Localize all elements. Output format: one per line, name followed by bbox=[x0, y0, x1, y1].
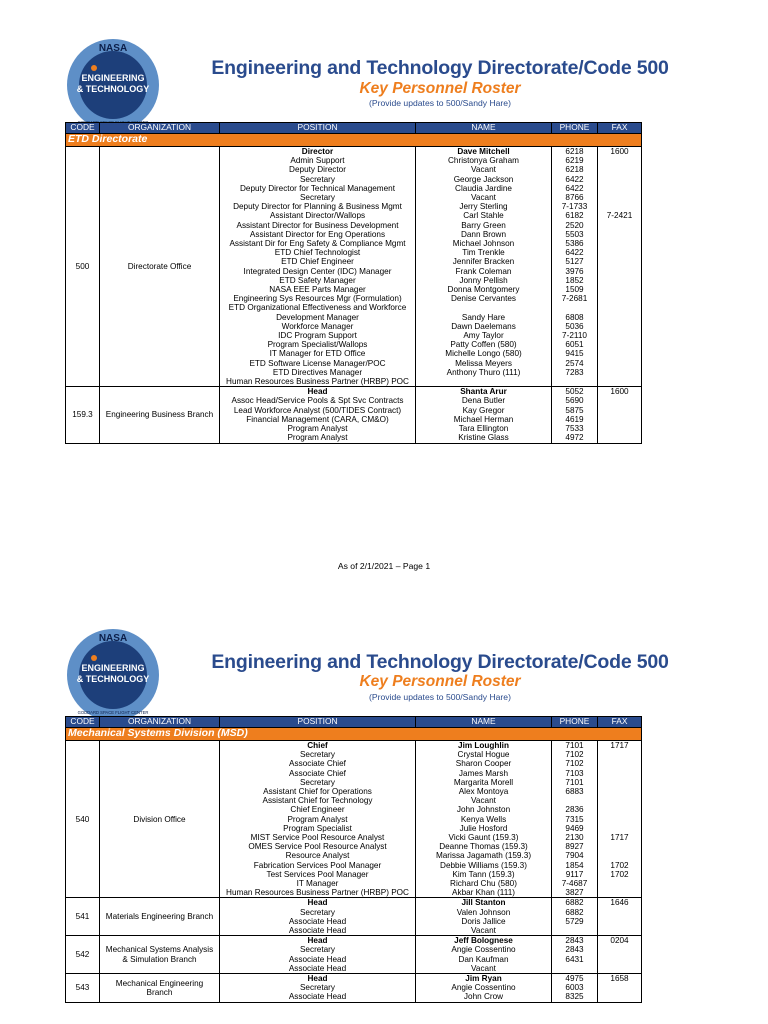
name-line: Tim Trenkle bbox=[462, 248, 505, 258]
name-line: Alex Montoya bbox=[458, 787, 509, 797]
col-code: CODE bbox=[66, 717, 100, 728]
phone-list bbox=[552, 387, 598, 443]
phone-line: 2520 bbox=[565, 220, 584, 230]
name-line: Dena Butler bbox=[461, 396, 506, 406]
position-line: Head bbox=[307, 898, 328, 908]
name-line: Denise Cervantes bbox=[450, 294, 517, 304]
position-line: ETD Safety Manager bbox=[279, 275, 356, 285]
position-line: ETD Organizational Effectiveness and Workforce bbox=[228, 303, 407, 313]
position-line: IDC Program Support bbox=[278, 331, 357, 341]
org-code: 543 bbox=[66, 974, 100, 1003]
position-line: Secretary bbox=[299, 174, 336, 184]
page-subtitle: Key Personnel Roster bbox=[359, 673, 521, 690]
position-line: Fabrication Services Pool Manager bbox=[253, 860, 382, 870]
phone-line: 7101 bbox=[565, 741, 584, 750]
phone-list bbox=[552, 741, 598, 898]
name-line: Jennifer Bracken bbox=[452, 257, 515, 267]
table-row bbox=[66, 898, 642, 936]
phone-line: 2574 bbox=[565, 358, 584, 368]
name-line: Tara Ellington bbox=[458, 424, 509, 434]
position-line: Head bbox=[307, 936, 328, 946]
svg-text:ENGINEERING: ENGINEERING bbox=[81, 663, 145, 673]
name-line: Deanne Thomas (159.3) bbox=[439, 842, 528, 852]
position-line: Director bbox=[301, 147, 334, 156]
phone-line: 2836 bbox=[565, 805, 584, 815]
position-line: Program Analyst bbox=[287, 433, 348, 443]
position-line: Deputy Director bbox=[289, 165, 346, 175]
position-line: Program Specialist/Wallops bbox=[267, 340, 368, 350]
name-line: Jerry Sterling bbox=[459, 202, 508, 212]
fax-line bbox=[598, 750, 641, 759]
fax-line bbox=[598, 165, 641, 174]
position-line: Resource Analyst bbox=[285, 851, 350, 861]
position-line: Lead Workforce Analyst (500/TIDES Contract) bbox=[233, 405, 402, 415]
fax-line bbox=[598, 769, 641, 778]
position-line: Secretary bbox=[299, 907, 336, 917]
phone-line: 6883 bbox=[565, 787, 584, 797]
phone-line: 7283 bbox=[565, 367, 584, 377]
name-list bbox=[416, 936, 552, 974]
position-line: Secretary bbox=[299, 750, 336, 760]
phone-line: 6422 bbox=[565, 248, 584, 258]
name-list bbox=[416, 147, 552, 387]
phone-line: 2843 bbox=[565, 936, 584, 946]
page-footer: As of 2/1/2021 – Page 1 bbox=[337, 561, 431, 571]
phone-line: 7-1733 bbox=[561, 202, 588, 212]
col-position: POSITION bbox=[220, 717, 416, 728]
table-row bbox=[66, 387, 642, 443]
phone-line: 7315 bbox=[565, 814, 584, 824]
position-line: OMES Service Pool Resource Analyst bbox=[248, 842, 387, 852]
col-phone: PHONE bbox=[552, 717, 598, 728]
phone-line: 5875 bbox=[565, 405, 584, 415]
position-list bbox=[220, 936, 416, 974]
name-line: Patty Coffen (580) bbox=[450, 340, 517, 350]
update-note: (Provide updates to 500/Sandy Hare) bbox=[369, 692, 511, 702]
name-line: Dave Mitchell bbox=[457, 147, 510, 156]
phone-line: 7101 bbox=[565, 777, 584, 787]
name-line: Vacant bbox=[471, 165, 496, 175]
name-line: Anthony Thuro (111) bbox=[446, 367, 521, 377]
position-line: Program Specialist bbox=[283, 823, 352, 833]
position-line: Associate Chief bbox=[289, 768, 346, 778]
name-line: John Crow bbox=[463, 992, 504, 1002]
position-line: Secretary bbox=[299, 193, 336, 203]
phone-line: 6808 bbox=[565, 312, 584, 322]
fax-line bbox=[598, 759, 641, 768]
phone-line: 5036 bbox=[565, 321, 584, 331]
name-line: Dann Brown bbox=[460, 229, 507, 239]
position-line: IT Manager bbox=[296, 879, 339, 889]
phone-line: 3827 bbox=[565, 888, 584, 898]
svg-text:& TECHNOLOGY: & TECHNOLOGY bbox=[76, 84, 150, 94]
table-row bbox=[66, 741, 642, 898]
fax-line: 1717 bbox=[610, 833, 629, 843]
phone-list bbox=[552, 936, 598, 974]
position-line: ETD Directives Manager bbox=[272, 367, 363, 377]
phone-line: 5127 bbox=[565, 257, 584, 267]
col-name: NAME bbox=[416, 717, 552, 728]
name-line: Doris Jallice bbox=[461, 916, 506, 926]
position-line: Head bbox=[307, 387, 328, 397]
position-line: Human Resources Business Partner (HRBP) POC bbox=[226, 377, 409, 387]
fax-list bbox=[598, 936, 642, 974]
page-subtitle: Key Personnel Roster bbox=[359, 80, 521, 97]
col-organization: ORGANIZATION bbox=[100, 717, 220, 728]
fax-list bbox=[598, 974, 642, 1003]
position-line: Deputy Director for Planning & Business Mgmt bbox=[233, 202, 402, 212]
position-line: Admin Support bbox=[290, 156, 345, 166]
position-line: Test Services Pool Manager bbox=[266, 869, 369, 879]
section-row bbox=[66, 728, 642, 741]
phone-line: 6051 bbox=[565, 340, 584, 350]
name-line: Shanta Arur bbox=[460, 387, 507, 397]
name-line: Vicki Gaunt (159.3) bbox=[448, 833, 519, 843]
phone-line: 6882 bbox=[565, 898, 584, 908]
col-phone: PHONE bbox=[552, 123, 598, 134]
col-organization: ORGANIZATION bbox=[100, 123, 220, 134]
position-line: Associate Head bbox=[288, 916, 347, 926]
position-line: Program Analyst bbox=[287, 814, 348, 824]
org-name: Mechanical Engineering Branch bbox=[100, 974, 220, 1003]
position-list bbox=[220, 147, 416, 387]
phone-line: 6422 bbox=[565, 174, 584, 184]
name-line: Jonny Pellish bbox=[459, 275, 508, 285]
phone-line: 6422 bbox=[565, 183, 584, 193]
position-line: Assoc Head/Service Pools & Spt Svc Contracts bbox=[231, 396, 404, 406]
position-list bbox=[220, 974, 416, 1003]
position-line: Assistant Director for Business Development bbox=[236, 220, 399, 230]
position-line: Associate Head bbox=[288, 954, 347, 964]
col-fax: FAX bbox=[598, 717, 642, 728]
phone-line: 8927 bbox=[565, 842, 584, 852]
org-code: 541 bbox=[66, 898, 100, 936]
name-list bbox=[416, 974, 552, 1003]
fax-line bbox=[598, 787, 641, 796]
phone-line: 4972 bbox=[565, 433, 584, 443]
phone-line: 7102 bbox=[565, 750, 584, 760]
table-row bbox=[66, 147, 642, 387]
name-line: Jill Stanton bbox=[461, 898, 506, 908]
fax-line bbox=[598, 184, 641, 193]
position-list bbox=[220, 741, 416, 898]
nasa-engineering-logo bbox=[66, 628, 160, 722]
fax-line: 1702 bbox=[610, 860, 629, 870]
table-row bbox=[66, 974, 642, 1003]
phone-line: 7-2110 bbox=[562, 331, 587, 341]
fax-line bbox=[598, 156, 641, 165]
position-line: Associate Head bbox=[288, 926, 347, 936]
phone-line: 6218 bbox=[565, 147, 584, 156]
name-line: Valen Johnson bbox=[456, 907, 511, 917]
phone-line: 7103 bbox=[565, 768, 584, 778]
position-line: ETD Software License Manager/POC bbox=[249, 358, 386, 368]
name-line: Crystal Hogue bbox=[457, 750, 510, 760]
section-title: Mechanical Systems Division (MSD) bbox=[66, 728, 642, 741]
phone-line: 7533 bbox=[565, 424, 584, 434]
name-line: Michelle Longo (580) bbox=[445, 349, 522, 359]
position-line: Assistant Dir for Eng Safety & Compliance Mgmt bbox=[229, 239, 406, 249]
position-line: Associate Head bbox=[288, 963, 347, 973]
name-line: Jim Ryan bbox=[465, 974, 502, 984]
position-line: ETD Chief Technologist bbox=[274, 248, 361, 258]
org-name: Engineering Business Branch bbox=[100, 387, 220, 443]
phone-line: 5386 bbox=[565, 239, 584, 249]
name-line: Dawn Daelemans bbox=[451, 321, 516, 331]
section-title: ETD Directorate bbox=[66, 134, 642, 147]
nasa-engineering-logo bbox=[66, 38, 160, 132]
phone-line: 6182 bbox=[565, 211, 584, 221]
name-line: Kenya Wells bbox=[460, 814, 507, 824]
position-line: Chief Engineer bbox=[290, 805, 345, 815]
position-line: Assistant Chief for Operations bbox=[263, 787, 372, 797]
name-line: Angie Cossentino bbox=[451, 983, 516, 993]
name-line: Carl Stahle bbox=[463, 211, 504, 221]
fax-line bbox=[598, 778, 641, 787]
name-line: Kay Gregor bbox=[462, 405, 505, 415]
position-line: Financial Management (CARA, CM&O) bbox=[246, 414, 389, 424]
org-code: 159.3 bbox=[66, 387, 100, 443]
update-note: (Provide updates to 500/Sandy Hare) bbox=[369, 98, 511, 108]
phone-line: 9469 bbox=[565, 823, 584, 833]
table-header-row bbox=[66, 123, 642, 134]
name-line: Jim Loughlin bbox=[458, 741, 509, 750]
fax-line bbox=[598, 175, 641, 184]
position-list bbox=[220, 898, 416, 936]
phone-list bbox=[552, 147, 598, 387]
name-line: Vacant bbox=[471, 796, 496, 806]
col-position: POSITION bbox=[220, 123, 416, 134]
page-title: Engineering and Technology Directorate/Code 500 bbox=[211, 651, 669, 673]
table-header-row bbox=[66, 717, 642, 728]
phone-line: 4975 bbox=[565, 974, 584, 984]
phone-line: 1854 bbox=[565, 860, 584, 870]
name-line: Michael Johnson bbox=[452, 239, 515, 249]
name-line: Vacant bbox=[471, 963, 496, 973]
phone-line: 5729 bbox=[565, 916, 584, 926]
position-line: Associate Head bbox=[288, 992, 347, 1002]
fax-line bbox=[598, 842, 641, 851]
phone-line: 7-4687 bbox=[561, 879, 588, 889]
name-line: Kim Tann (159.3) bbox=[452, 869, 515, 879]
name-line: Frank Coleman bbox=[455, 266, 512, 276]
phone-line: 6882 bbox=[565, 907, 584, 917]
position-line: Secretary bbox=[299, 983, 336, 993]
name-line: Margarita Morell bbox=[453, 777, 514, 787]
org-code: 542 bbox=[66, 936, 100, 974]
position-line: Development Manager bbox=[276, 312, 359, 322]
personnel-table bbox=[65, 716, 642, 1003]
name-list bbox=[416, 387, 552, 443]
name-line: Dan Kaufman bbox=[458, 954, 509, 964]
position-line: Assistant Chief for Technology bbox=[262, 796, 373, 806]
svg-text:NASA: NASA bbox=[98, 43, 128, 54]
name-line: Angie Cossentino bbox=[451, 945, 516, 955]
fax-line bbox=[598, 202, 641, 211]
name-line: Vacant bbox=[471, 926, 496, 936]
org-name: Mechanical Systems Analysis & Simulation Branch bbox=[100, 936, 220, 974]
name-line: Vacant bbox=[471, 193, 496, 203]
org-code: 500 bbox=[66, 147, 100, 387]
name-line: Julie Hosford bbox=[459, 823, 508, 833]
position-line: Secretary bbox=[299, 945, 336, 955]
name-line: Jeff Bolognese bbox=[454, 936, 513, 946]
position-line: Assistant Director/Wallops bbox=[269, 211, 366, 221]
name-line: Michael Herman bbox=[453, 414, 514, 424]
fax-line bbox=[598, 815, 641, 824]
position-line: Associate Chief bbox=[289, 759, 346, 769]
phone-line: 5503 bbox=[565, 229, 584, 239]
phone-line: 9117 bbox=[565, 869, 584, 879]
fax-line: 1658 bbox=[610, 974, 629, 984]
fax-line bbox=[598, 193, 641, 202]
phone-line: 5690 bbox=[565, 396, 584, 406]
name-line bbox=[416, 303, 551, 312]
phone-line: 4619 bbox=[565, 414, 584, 424]
phone-line: 5052 bbox=[565, 387, 584, 397]
phone-line: 6003 bbox=[565, 983, 584, 993]
name-line: Donna Montgomery bbox=[447, 285, 520, 295]
phone-line bbox=[552, 303, 597, 312]
position-line: MIST Service Pool Resource Analyst bbox=[250, 833, 385, 843]
phone-line: 6431 bbox=[565, 954, 584, 964]
name-line: Sandy Hare bbox=[461, 312, 506, 322]
table-row bbox=[66, 936, 642, 974]
name-line: Melissa Meyers bbox=[455, 358, 512, 368]
position-line: Assistant Director for Eng Operations bbox=[249, 229, 386, 239]
svg-text:NASA: NASA bbox=[98, 633, 128, 644]
phone-list bbox=[552, 898, 598, 936]
position-line: Engineering Sys Resources Mgr (Formulation) bbox=[233, 294, 402, 304]
phone-line: 9415 bbox=[565, 349, 584, 359]
fax-line bbox=[598, 824, 641, 833]
fax-list bbox=[598, 898, 642, 936]
phone-line: 1509 bbox=[565, 285, 584, 295]
phone-line: 2130 bbox=[565, 833, 584, 843]
name-line: Marissa Jagamath (159.3) bbox=[435, 851, 532, 861]
position-line: Secretary bbox=[299, 777, 336, 787]
position-line: Workforce Manager bbox=[281, 321, 354, 331]
fax-line: 1717 bbox=[610, 741, 629, 750]
position-line: Chief bbox=[307, 741, 328, 750]
phone-line bbox=[552, 926, 597, 935]
phone-line: 7102 bbox=[565, 759, 584, 769]
name-line: Christonya Graham bbox=[448, 156, 519, 166]
position-line: Head bbox=[307, 974, 328, 984]
position-line: NASA EEE Parts Manager bbox=[269, 285, 366, 295]
position-list bbox=[220, 387, 416, 443]
fax-line bbox=[598, 796, 641, 805]
name-line: Richard Chu (580) bbox=[450, 879, 517, 889]
name-line: Sharon Cooper bbox=[455, 759, 512, 769]
fax-line bbox=[598, 805, 641, 814]
phone-line: 2843 bbox=[565, 945, 584, 955]
phone-line: 1852 bbox=[565, 275, 584, 285]
fax-list bbox=[598, 147, 642, 387]
name-list bbox=[416, 898, 552, 936]
position-line: Program Analyst bbox=[287, 424, 348, 434]
phone-line: 7-2681 bbox=[561, 294, 588, 304]
svg-text:& TECHNOLOGY: & TECHNOLOGY bbox=[76, 674, 150, 684]
page-title: Engineering and Technology Directorate/Code 500 bbox=[211, 57, 669, 79]
org-name: Materials Engineering Branch bbox=[100, 898, 220, 936]
svg-text:GODDARD SPACE FLIGHT CENTER: GODDARD SPACE FLIGHT CENTER bbox=[77, 710, 149, 715]
org-name: Division Office bbox=[100, 741, 220, 898]
svg-text:ENGINEERING: ENGINEERING bbox=[81, 73, 145, 83]
phone-line bbox=[552, 964, 597, 973]
position-line: ETD Chief Engineer bbox=[281, 257, 354, 267]
fax-list bbox=[598, 387, 642, 443]
position-line: Deputy Director for Technical Management bbox=[239, 183, 396, 193]
name-line: Claudia Jardine bbox=[455, 183, 512, 193]
phone-line: 8766 bbox=[565, 193, 584, 203]
position-line: Integrated Design Center (IDC) Manager bbox=[243, 266, 392, 276]
fax-list bbox=[598, 741, 642, 898]
name-line: Akbar Khan (111) bbox=[452, 888, 515, 898]
name-line: John Johnston bbox=[456, 805, 511, 815]
name-line: Barry Green bbox=[461, 220, 506, 230]
fax-line: 1600 bbox=[610, 387, 629, 397]
fax-line: 1646 bbox=[610, 898, 629, 908]
position-line: IT Manager for ETD Office bbox=[269, 349, 366, 359]
col-code: CODE bbox=[66, 123, 100, 134]
fax-line: 1600 bbox=[610, 147, 629, 156]
name-line: Debbie Williams (159.3) bbox=[440, 860, 527, 870]
name-line: James Marsh bbox=[458, 768, 509, 778]
name-line: Amy Taylor bbox=[463, 331, 504, 341]
phone-line bbox=[552, 796, 597, 805]
fax-line bbox=[598, 851, 641, 860]
org-code: 540 bbox=[66, 741, 100, 898]
name-list bbox=[416, 741, 552, 898]
name-line: Kristine Glass bbox=[458, 433, 509, 443]
fax-line: 1702 bbox=[610, 869, 629, 879]
phone-line: 6219 bbox=[565, 156, 584, 166]
phone-line: 8325 bbox=[565, 992, 584, 1002]
phone-list bbox=[552, 974, 598, 1003]
section-row bbox=[66, 134, 642, 147]
name-line: George Jackson bbox=[453, 174, 514, 184]
phone-line: 3976 bbox=[565, 266, 584, 276]
phone-line: 7904 bbox=[565, 851, 584, 861]
fax-line: 7-2421 bbox=[606, 211, 633, 221]
fax-line: 0204 bbox=[610, 936, 629, 946]
col-fax: FAX bbox=[598, 123, 642, 134]
org-name: Directorate Office bbox=[100, 147, 220, 387]
personnel-table bbox=[65, 122, 642, 444]
phone-line: 6218 bbox=[565, 165, 584, 175]
col-name: NAME bbox=[416, 123, 552, 134]
position-line: Human Resources Business Partner (HRBP) POC bbox=[226, 888, 409, 898]
